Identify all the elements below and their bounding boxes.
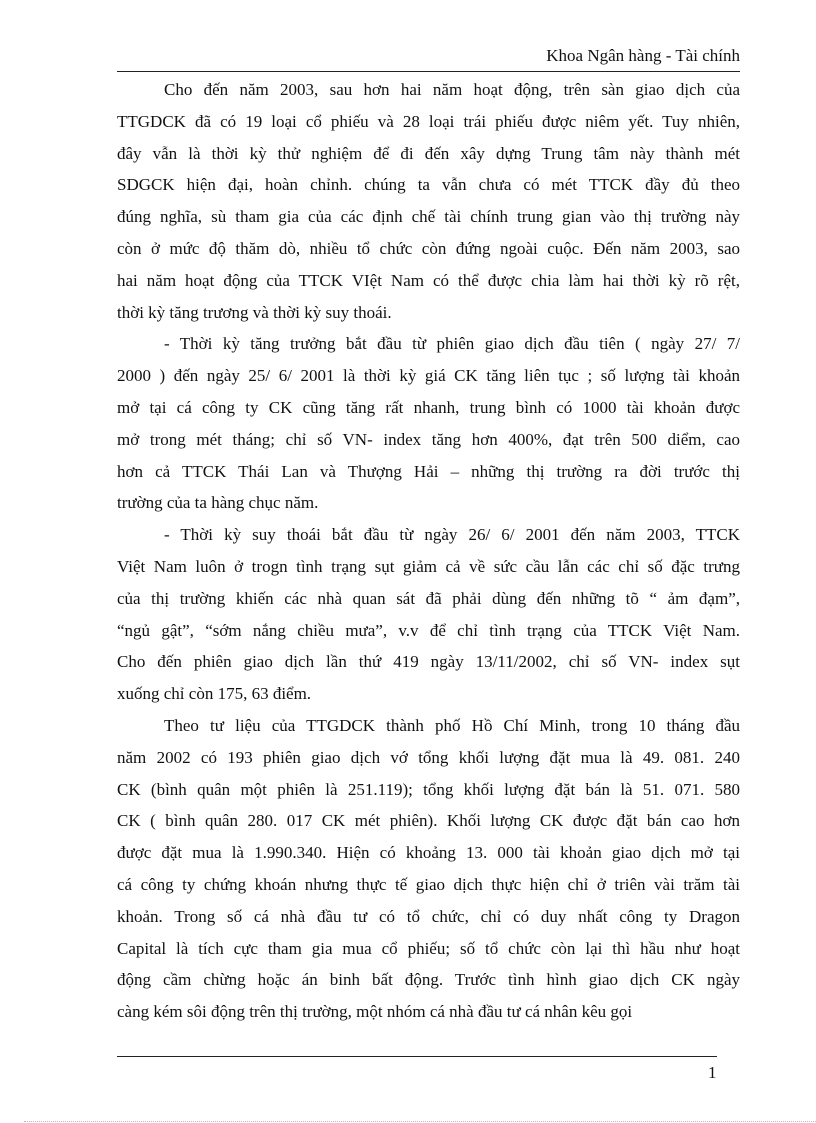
text-line: CK (bình quân một phiên là 251.119); tổng khối lượng đặt bán là 51. 071. 580	[117, 779, 740, 799]
text-line: được đặt mua là 1.990.340. Hiện có khoảng 13. 000 tài khoản giao dịch mở tại	[117, 843, 740, 863]
text-line: Việt Nam luôn ở trogn tình trạng sụt giảm cả về sức cầu lẫn các chỉ số đặc trưng	[117, 556, 740, 576]
text-line: 2000 ) đến ngày 25/ 6/ 2001 là thời kỳ giá CK tăng liên tục ; số lượng tài khoản	[117, 366, 740, 386]
text-line: hai năm hoạt động của TTCK VIệt Nam có thể được chia làm hai thời kỳ rõ rệt,	[117, 270, 740, 290]
text-line: CK ( bình quân 280. 017 CK mét phiên). Khối lượng CK được đặt bán cao hơn	[117, 811, 740, 831]
document-body	[117, 74, 740, 1028]
text-line: mở trong mét tháng; chỉ số VN- index tăng hơn 400%, đạt trên 500 diểm, cao	[117, 429, 740, 449]
paragraph-3	[117, 519, 740, 710]
page-bottom-edge	[24, 1121, 816, 1122]
paragraph-1	[117, 74, 740, 328]
text-line: Capital là tích cực tham gia mua cổ phiếu; số tổ chức còn lại thì hầu như hoạt	[117, 938, 740, 958]
text-line: - Thời kỳ suy thoái bắt đầu từ ngày 26/ 6/ 2001 đến năm 2003, TTCK	[164, 525, 740, 545]
paragraph-4	[117, 710, 740, 1028]
text-line: trường của ta hàng chục năm.	[117, 493, 319, 513]
page-header-title: Khoa Ngân hàng - Tài chính	[546, 46, 740, 65]
text-line: - Thời kỳ tăng trưởng bắt đầu từ phiên giao dịch đầu tiên ( ngày 27/ 7/	[164, 334, 740, 354]
text-line: đúng nghĩa, sù tham gia của các định chế tài chính trung gian vào thị trường này	[117, 207, 740, 227]
text-line: Cho đến năm 2003, sau hơn hai năm hoạt động, trên sàn giao dịch của	[164, 80, 740, 99]
page-number: 1	[708, 1063, 717, 1082]
text-line: càng kém sôi động trên thị trường, một nhóm cá nhà đầu tư cá nhân kêu gọi	[117, 1002, 633, 1022]
text-line: đây vẫn là thời kỳ thử nghiệm để đi đến xây dựng Trung tâm này thành mét	[117, 143, 740, 163]
text-line: xuống chỉ còn 175, 63 điểm.	[117, 684, 312, 704]
text-line: của thị trường khiến các nhà quan sát đã phải dùng đến những tõ “ ảm đạm”,	[117, 588, 740, 608]
text-line: cá công ty chứng khoán nhưng thực tế giao dịch thực hiện chỉ ở triên vài trăm tài	[117, 874, 740, 894]
text-line: thời kỳ tăng trương và thời kỳ suy thoái.	[117, 302, 392, 322]
text-line: còn ở mức độ thăm dò, nhiều tổ chức còn đứng ngoài cuộc. Đến năm 2003, sao	[117, 238, 740, 258]
text-line: động cầm chừng hoặc án binh bất động. Trước tình hình giao dịch CK ngày	[117, 970, 740, 990]
paragraph-2	[117, 328, 740, 519]
text-line: Theo tư liệu của TTGDCK thành phố Hồ Chí Minh, trong 10 tháng đầu	[164, 715, 740, 735]
text-line: hơn cả TTCK Thái Lan và Thượng Hải – những thị trường ra đời trước thị	[117, 461, 740, 481]
text-line: năm 2002 có 193 phiên giao dịch vớ tổng khối lượng đặt mua là 49. 081. 240	[117, 747, 740, 767]
header-divider	[117, 71, 740, 72]
text-line: “ngủ gật”, “sớm nắng chiều mưa”, v.v để chỉ tình trạng của TTCK Việt Nam.	[117, 620, 740, 640]
text-line: Cho đến phiên giao dịch lần thứ 419 ngày 13/11/2002, chỉ số VN- index sụt	[117, 652, 740, 672]
text-line: SDGCK hiện đại, hoàn chỉnh. chúng ta vẫn chưa có mét TTCK đầy đủ theo	[117, 175, 740, 195]
text-line: TTGDCK đã có 19 loại cổ phiếu và 28 loại trái phiếu được niêm yết. Tuy nhiên,	[117, 111, 740, 131]
text-line: mở tại cá công ty CK cũng tăng rất nhanh, trung bình có 1000 tài khoản được	[117, 397, 740, 417]
text-line: khoản. Trong số cá nhà đầu tư có tổ chức, chỉ có duy nhất công ty Dragon	[117, 906, 740, 926]
footer-divider	[117, 1056, 717, 1057]
